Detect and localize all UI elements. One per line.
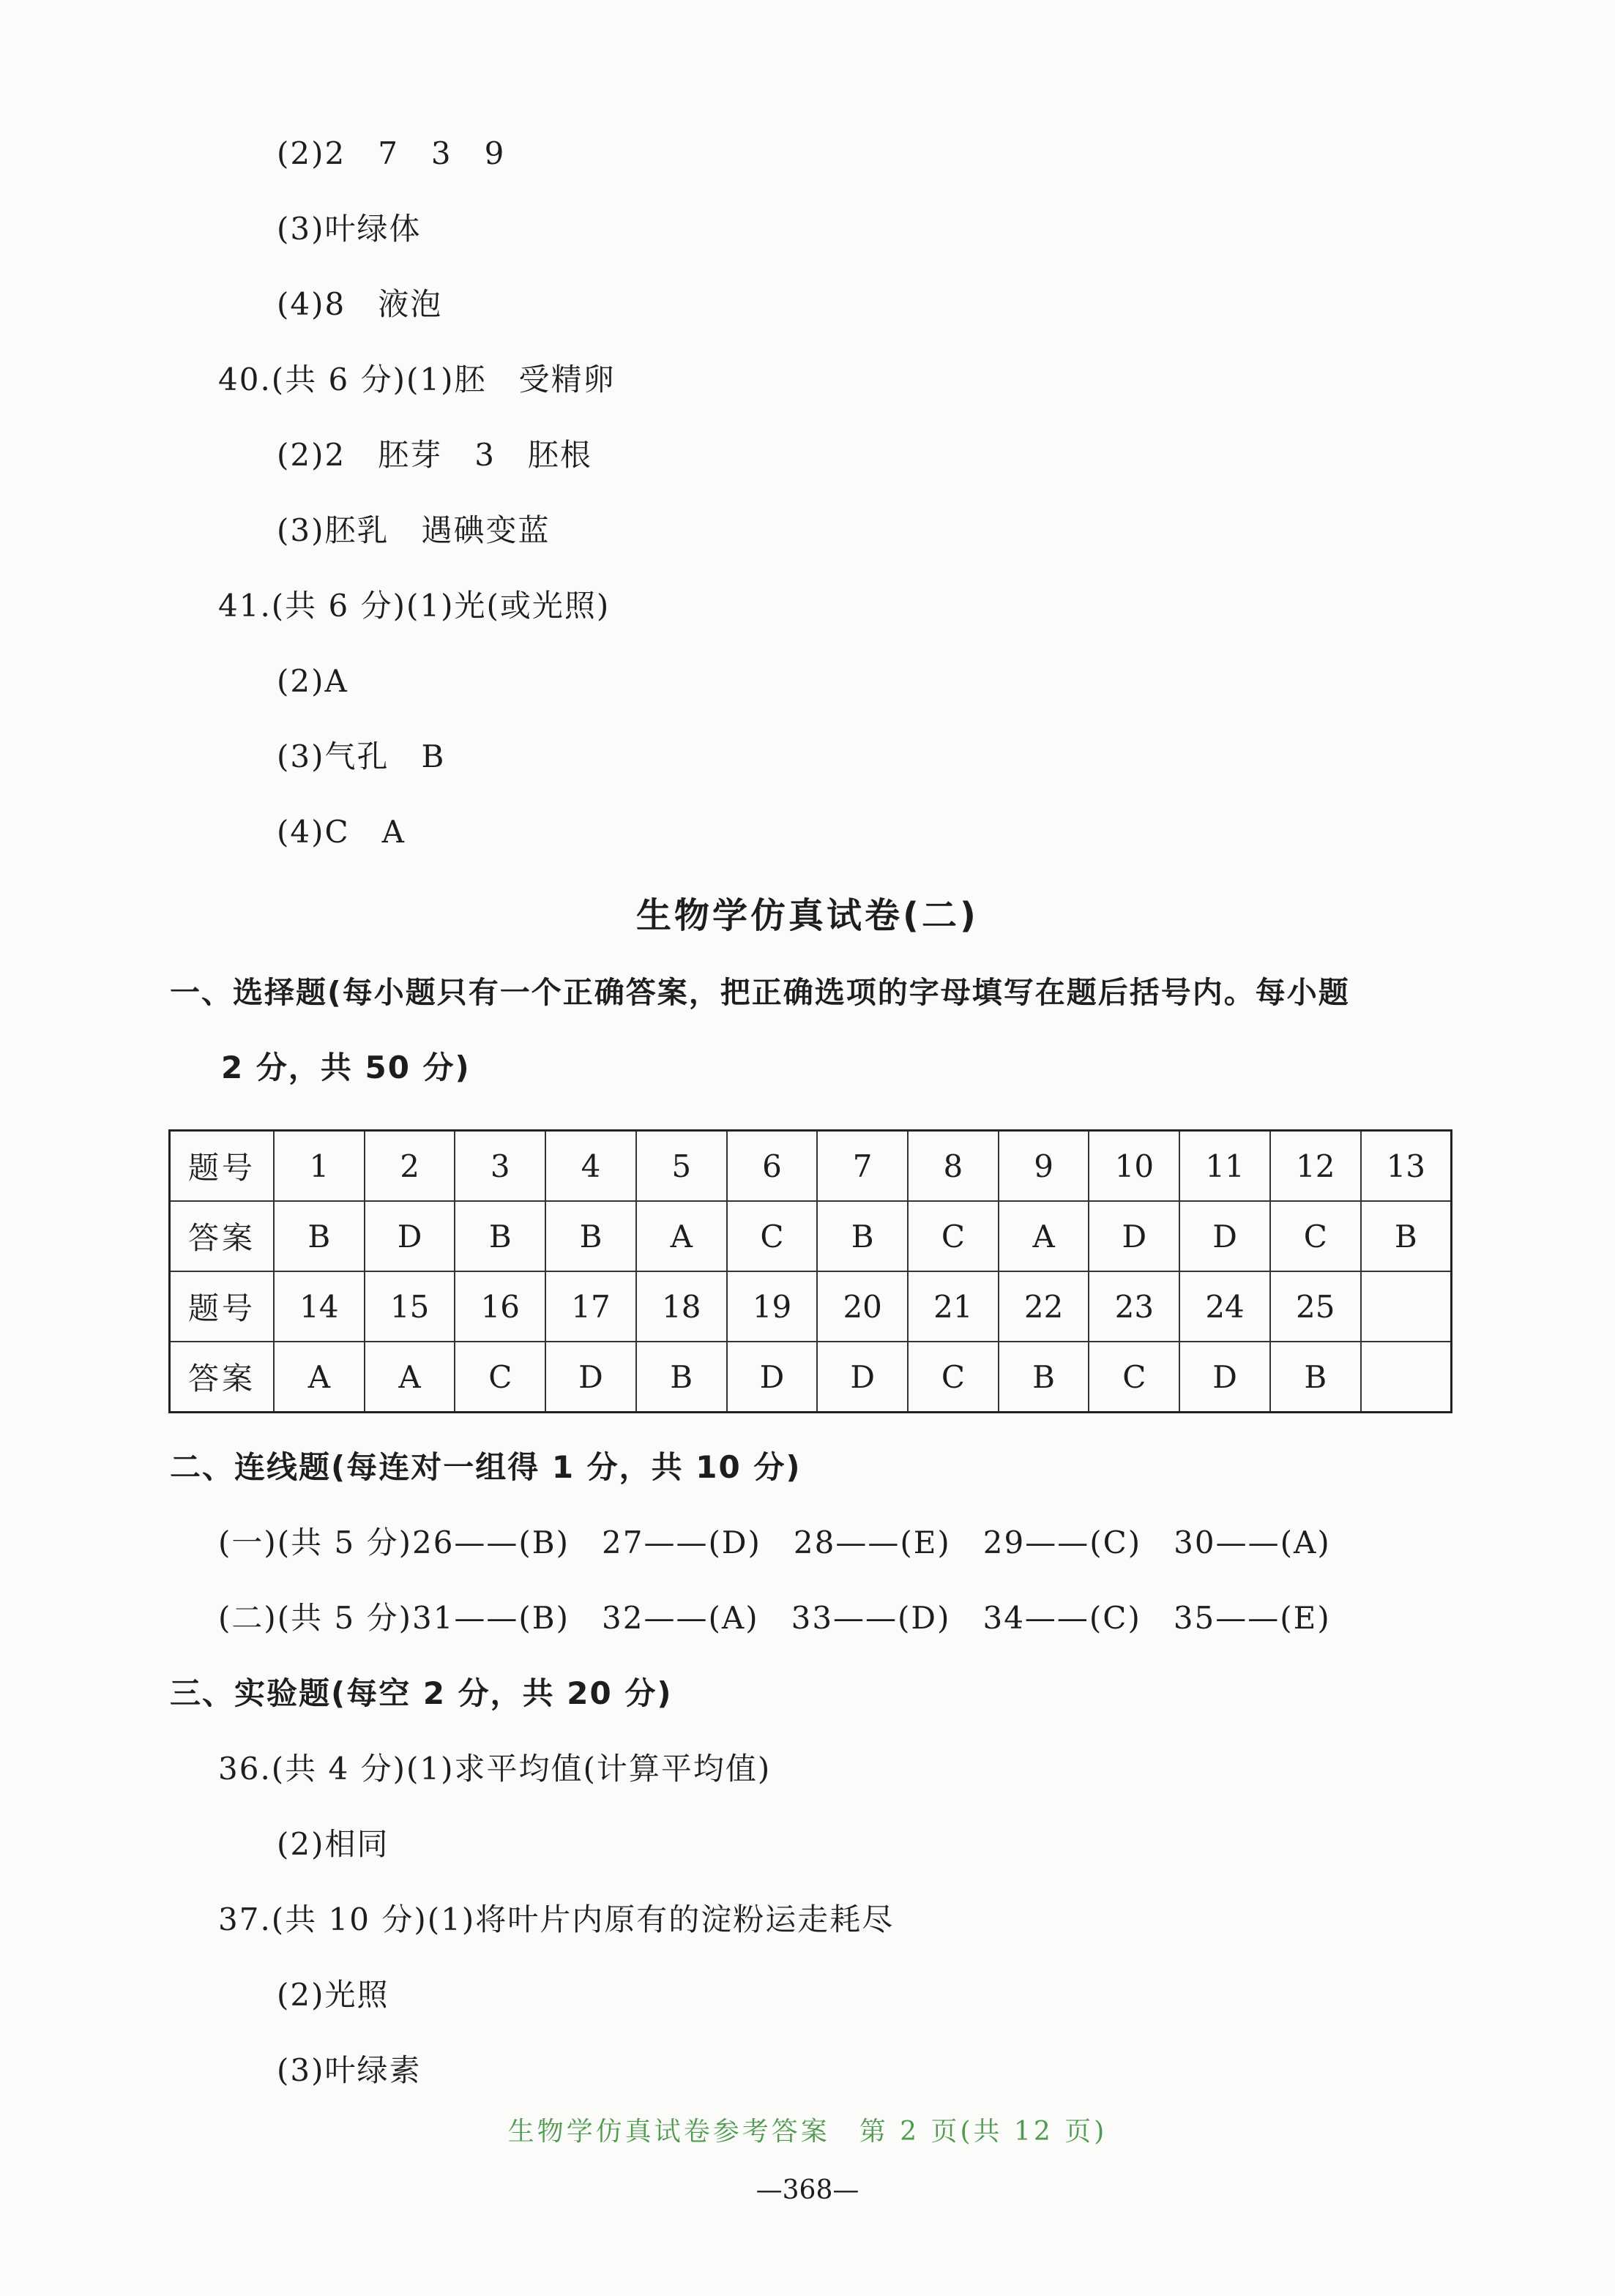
answer-line: (3)气孔 B	[277, 738, 446, 774]
table-cell: 1	[274, 1131, 365, 1202]
table-cell: 8	[908, 1131, 999, 1202]
table-cell: D	[545, 1342, 636, 1413]
table-cell: C	[727, 1201, 818, 1271]
table-cell: D	[727, 1342, 818, 1413]
table-cell: 22	[999, 1271, 1089, 1342]
table-cell: B	[545, 1201, 636, 1271]
table-cell: 21	[908, 1271, 999, 1342]
table-cell: 16	[455, 1271, 545, 1342]
table-cell: 13	[1361, 1131, 1452, 1202]
table-cell: B	[999, 1342, 1089, 1413]
table-cell: 23	[1089, 1271, 1179, 1342]
table-cell: D	[817, 1342, 908, 1413]
part1-heading: 一、选择题(每小题只有一个正确答案，把正确选项的字母填写在题后括号内。每小题	[170, 975, 1350, 1010]
table-cell: 5	[636, 1131, 727, 1202]
table-cell: 4	[545, 1131, 636, 1202]
table-row	[170, 1342, 1452, 1413]
section-title: 生物学仿真试卷(二)	[636, 895, 979, 936]
table-cell: 12	[1270, 1131, 1361, 1202]
table-cell: 7	[817, 1131, 908, 1202]
table-cell: 3	[455, 1131, 545, 1202]
table-cell: 10	[1089, 1131, 1179, 1202]
answer-line: (3)胚乳 遇碘变蓝	[277, 512, 551, 548]
matching-line-2: (二)(共 5 分)31——(B) 32——(A) 33——(D) 34——(C) 35——(E)	[218, 1600, 1331, 1636]
table-cell: C	[1270, 1201, 1361, 1271]
matching-line-1: (一)(共 5 分)26——(B) 27——(D) 28——(E) 29——(C) 30——(A)	[218, 1525, 1331, 1560]
answer-line: (2)光照	[277, 1977, 389, 2013]
table-cell: A	[365, 1342, 455, 1413]
table-cell: 6	[727, 1131, 818, 1202]
answer-line: (2)相同	[277, 1826, 389, 1862]
table-cell: 20	[817, 1271, 908, 1342]
table-cell: C	[455, 1342, 545, 1413]
table-cell: D	[1089, 1201, 1179, 1271]
part3-heading: 三、实验题(每空 2 分，共 20 分)	[170, 1675, 673, 1711]
table-cell: 17	[545, 1271, 636, 1342]
table-cell: B	[1361, 1201, 1452, 1271]
page-number: —368—	[756, 2175, 859, 2205]
question-41-line: 41.(共 6 分)(1)光(或光照)	[218, 588, 611, 624]
table-cell: 15	[365, 1271, 455, 1342]
table-cell: D	[365, 1201, 455, 1271]
table-cell: B	[817, 1201, 908, 1271]
table-cell: D	[1179, 1342, 1270, 1413]
table-cell: B	[274, 1201, 365, 1271]
page-footer: 生物学仿真试卷参考答案 第 2 页(共 12 页)	[507, 2117, 1108, 2147]
table-cell: A	[636, 1201, 727, 1271]
table-cell: C	[908, 1201, 999, 1271]
row-label: 答案	[170, 1342, 275, 1413]
answer-line: (4)C A	[277, 814, 406, 850]
part1-heading-cont: 2 分，共 50 分)	[221, 1050, 471, 1085]
table-cell: A	[999, 1201, 1089, 1271]
answer-table	[168, 1129, 1452, 1413]
table-cell: C	[1089, 1342, 1179, 1413]
table-row	[170, 1271, 1452, 1342]
answer-line: (3)叶绿体	[277, 211, 422, 247]
table-cell: A	[274, 1342, 365, 1413]
answer-line: (3)叶绿素	[277, 2052, 422, 2088]
answer-line: (4)8 液泡	[277, 286, 443, 322]
row-label: 题号	[170, 1271, 275, 1342]
question-36-line: 36.(共 4 分)(1)求平均值(计算平均值)	[218, 1751, 772, 1787]
part2-heading: 二、连线题(每连对一组得 1 分，共 10 分)	[170, 1449, 802, 1485]
answer-line: (2)2 胚芽 3 胚根	[277, 437, 592, 473]
table-cell: 24	[1179, 1271, 1270, 1342]
table-row	[170, 1201, 1452, 1271]
table-cell: B	[455, 1201, 545, 1271]
question-40-line: 40.(共 6 分)(1)胚 受精卵	[218, 362, 616, 397]
question-37-line: 37.(共 10 分)(1)将叶片内原有的淀粉运走耗尽	[218, 1902, 895, 1937]
table-cell: 19	[727, 1271, 818, 1342]
table-cell: 18	[636, 1271, 727, 1342]
table-cell	[1361, 1342, 1452, 1413]
answer-line: (2)2 7 3 9	[277, 135, 506, 171]
row-label: 答案	[170, 1201, 275, 1271]
table-cell: 9	[999, 1131, 1089, 1202]
table-row	[170, 1131, 1452, 1202]
table-cell: 11	[1179, 1131, 1270, 1202]
table-cell: 25	[1270, 1271, 1361, 1342]
table-cell	[1361, 1271, 1452, 1342]
table-cell: 2	[365, 1131, 455, 1202]
table-cell: B	[636, 1342, 727, 1413]
table-cell: D	[1179, 1201, 1270, 1271]
table-cell: 14	[274, 1271, 365, 1342]
table-cell: C	[908, 1342, 999, 1413]
table-cell: B	[1270, 1342, 1361, 1413]
answer-line: (2)A	[277, 663, 348, 699]
row-label: 题号	[170, 1131, 275, 1202]
